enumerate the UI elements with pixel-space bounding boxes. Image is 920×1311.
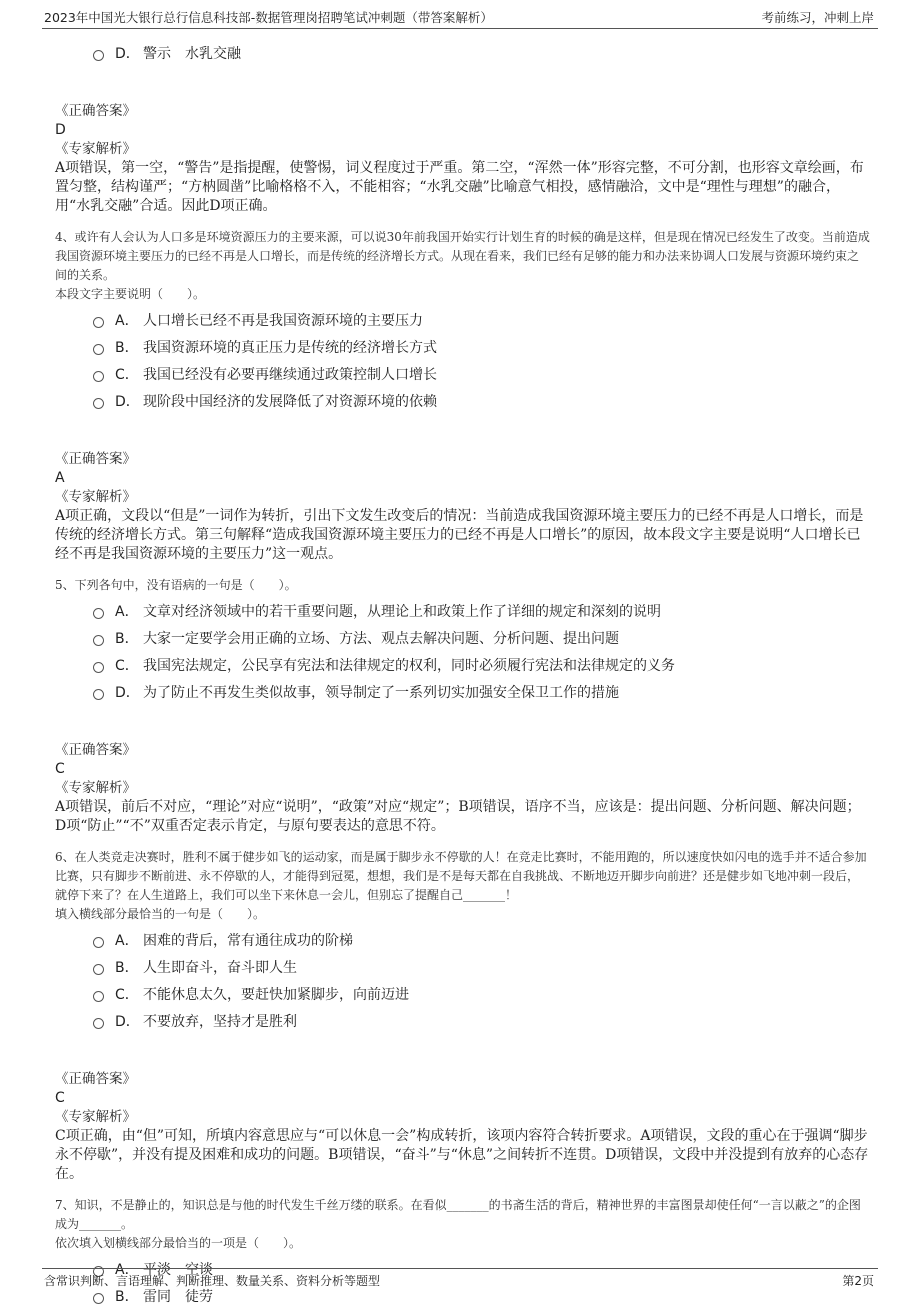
option-text: 为了防止不再发生类似故事，领导制定了一系列切实加强安全保卫工作的措施 (143, 685, 619, 701)
q7-stem: 7、知识，不是静止的，知识总是与他的时代发生千丝万缕的联系。在看似_______的书斋生活的背后，精神世界的丰富图景却使任何“一言以蔽之”的企图成为_______。 (55, 1198, 861, 1231)
option-text: 大家一定要学会用正确的立场、方法、观点去解决问题、分析问题、提出问题 (143, 631, 619, 647)
answer-heading: 《正确答案》 (55, 1071, 136, 1087)
q5-stem: 5、下列各句中，没有语病的一句是（ ）。 (55, 578, 297, 592)
option-text: 平淡 空谈 (143, 1262, 213, 1278)
q4-option-b[interactable] (55, 335, 870, 362)
q6-stem: 6、在人类竞走决赛时，胜利不属于健步如飞的运动家，而是属于脚步永不停歇的人！在竞走比赛时，不能用跑的，所以速度快如闪电的选手并不适合参加比赛，只有脚步不断前进、永不停歇的人，才能得到冠冕，想想，我们是不是每天都在自我挑战、不断地迈开脚步向前进？还是健步如飞地冲刺一段后，就停下来了？在人生道路上，我们可以坐下来休息一会儿，但别忘了提醒自己_______！ (55, 850, 867, 902)
option-letter: D． (115, 685, 140, 701)
option-letter: D． (115, 46, 140, 62)
q6-option-c[interactable] (55, 982, 870, 1009)
q5-option-b[interactable] (55, 626, 870, 653)
footer-topics: 含常识判断、言语理解、判断推理、数量关系、资料分析等题型 (44, 1274, 381, 1288)
option-letter: B． (115, 1289, 139, 1305)
q5-options (55, 599, 870, 707)
radio-icon[interactable] (93, 344, 104, 355)
page-content (55, 38, 870, 1311)
radio-icon[interactable] (93, 371, 104, 382)
option-text: 人口增长已经不再是我国资源环境的主要压力 (143, 313, 423, 329)
q6-option-d[interactable] (55, 1009, 870, 1036)
q4-option-a[interactable] (55, 308, 870, 335)
q5-answer: C (55, 761, 65, 777)
analysis-heading: 《专家解析》 (55, 780, 136, 796)
option-text: 人生即奋斗，奋斗即人生 (143, 960, 297, 976)
option-letter: A． (115, 1262, 139, 1278)
q3-option-d[interactable] (55, 41, 870, 68)
header-slogan: 考前练习，冲刺上岸 (761, 10, 874, 25)
q4-prompt: 本段文字主要说明（ ）。 (55, 287, 206, 301)
analysis-heading: 《专家解析》 (55, 141, 136, 157)
option-text: 我国已经没有必要再继续通过政策控制人口增长 (143, 367, 437, 383)
radio-icon[interactable] (93, 635, 104, 646)
option-letter: C． (115, 658, 139, 674)
document-title: 2023年中国光大银行总行信息科技部-数据管理岗招聘笔试冲刺题（带答案解析） (44, 10, 493, 25)
option-text: 雷同 徒劳 (143, 1289, 213, 1305)
answer-heading: 《正确答案》 (55, 103, 136, 119)
option-text: 不要放弃，坚持才是胜利 (143, 1014, 297, 1030)
q6-prompt: 填入横线部分最恰当的一句是（ ）。 (55, 907, 266, 921)
radio-icon[interactable] (93, 662, 104, 673)
q6-answer: C (55, 1090, 65, 1106)
radio-icon[interactable] (93, 317, 104, 328)
q6-options (55, 928, 870, 1036)
radio-icon[interactable] (93, 1018, 104, 1029)
option-letter: A． (115, 313, 139, 329)
analysis-heading: 《专家解析》 (55, 1109, 136, 1125)
option-text: 困难的背后，常有通往成功的阶梯 (143, 933, 353, 949)
q3-options (55, 41, 870, 68)
option-text: 不能休息太久，要赶快加紧脚步，向前迈进 (143, 987, 409, 1003)
q6-option-a[interactable] (55, 928, 870, 955)
option-letter: B． (115, 340, 139, 356)
option-text: 文章对经济领域中的若干重要问题，从理论上和政策上作了详细的规定和深刻的说明 (143, 604, 661, 620)
option-text: 我国宪法规定，公民享有宪法和法律规定的权利，同时必须履行宪法和法律规定的义务 (143, 658, 675, 674)
radio-icon[interactable] (93, 1293, 104, 1304)
answer-heading: 《正确答案》 (55, 742, 136, 758)
q5-analysis: A项错误，前后不对应，“理论”对应“说明”，“政策”对应“规定”；B项错误，语序不当，应该是：提出问题、分析问题、解决问题；D项“防止”“不”双重否定表示肯定，与原句要表达的意思不符。 (55, 799, 861, 834)
page-footer (42, 1268, 878, 1293)
q5-option-a[interactable] (55, 599, 870, 626)
radio-icon[interactable] (93, 937, 104, 948)
analysis-heading: 《专家解析》 (55, 489, 136, 505)
q4-stem: 4、或许有人会认为人口多是环境资源压力的主要来源，可以说30年前我国开始实行计划生育的时候的确是这样，但是现在情况已经发生了改变。当前造成我国资源环境主要压力的已经不再是人口增长，而是传统的经济增长方式。从现在看来，我们已经有足够的能力和办法来协调人口发展与资源环境约束之间的关系。 (55, 230, 870, 282)
q4-analysis: A项正确，文段以“但是”一词作为转折，引出下文发生改变后的情况：当前造成我国资源环境主要压力的已经不再是人口增长，而是传统的经济增长方式。第三句解释“造成我国资源环境主要压力的已经不再是人口增长”的原因，故本段文字主要是说明“人口增长已经不再是我国资源环境的主要压力”这一观点。 (55, 508, 864, 562)
q4-options (55, 308, 870, 416)
page-header (42, 8, 878, 29)
option-letter: A． (115, 933, 139, 949)
q7-prompt: 依次填入划横线部分最恰当的一项是（ ）。 (55, 1236, 302, 1250)
radio-icon[interactable] (93, 991, 104, 1002)
q3-answer: D (55, 122, 66, 138)
q5-option-d[interactable] (55, 680, 870, 707)
q6-analysis: C项正确，由“但”可知，所填内容意思应与“可以休息一会”构成转折，该项内容符合转折要求。A项错误，文段的重心在于强调“脚步永不停歇”，并没有提及困难和成功的问题。B项错误，“奋斗”与“休息”之间转折不连贯。D项错误，文段中并没提到有放弃的心态存在。 (55, 1128, 869, 1182)
radio-icon[interactable] (93, 398, 104, 409)
radio-icon[interactable] (93, 608, 104, 619)
option-letter: D． (115, 1014, 140, 1030)
q4-answer: A (55, 470, 65, 486)
radio-icon[interactable] (93, 50, 104, 61)
option-letter: C． (115, 367, 139, 383)
option-letter: B． (115, 631, 139, 647)
option-letter: C． (115, 987, 139, 1003)
q3-analysis: A项错误，第一空，“警告”是指提醒，使警惕，词义程度过于严重。第二空，“浑然一体”形容完整，不可分割，也形容文章绘画，布置匀整，结构谨严；“方枘圆凿”比喻格格不入，不能相容；“水乳交融”比喻意气相投，感情融洽，文中是“理性与理想”的融合，用“水乳交融”合适。因此D项正确。 (55, 160, 864, 214)
q5-option-c[interactable] (55, 653, 870, 680)
option-text: 警示 水乳交融 (143, 46, 241, 62)
option-letter: B． (115, 960, 139, 976)
q6-option-b[interactable] (55, 955, 870, 982)
option-text: 现阶段中国经济的发展降低了对资源环境的依赖 (143, 394, 437, 410)
answer-heading: 《正确答案》 (55, 451, 136, 467)
q4-option-d[interactable] (55, 389, 870, 416)
option-letter: D． (115, 394, 140, 410)
option-text: 我国资源环境的真正压力是传统的经济增长方式 (143, 340, 437, 356)
page-number: 第2页 (842, 1274, 874, 1288)
option-letter: A． (115, 604, 139, 620)
q4-option-c[interactable] (55, 362, 870, 389)
radio-icon[interactable] (93, 689, 104, 700)
radio-icon[interactable] (93, 964, 104, 975)
